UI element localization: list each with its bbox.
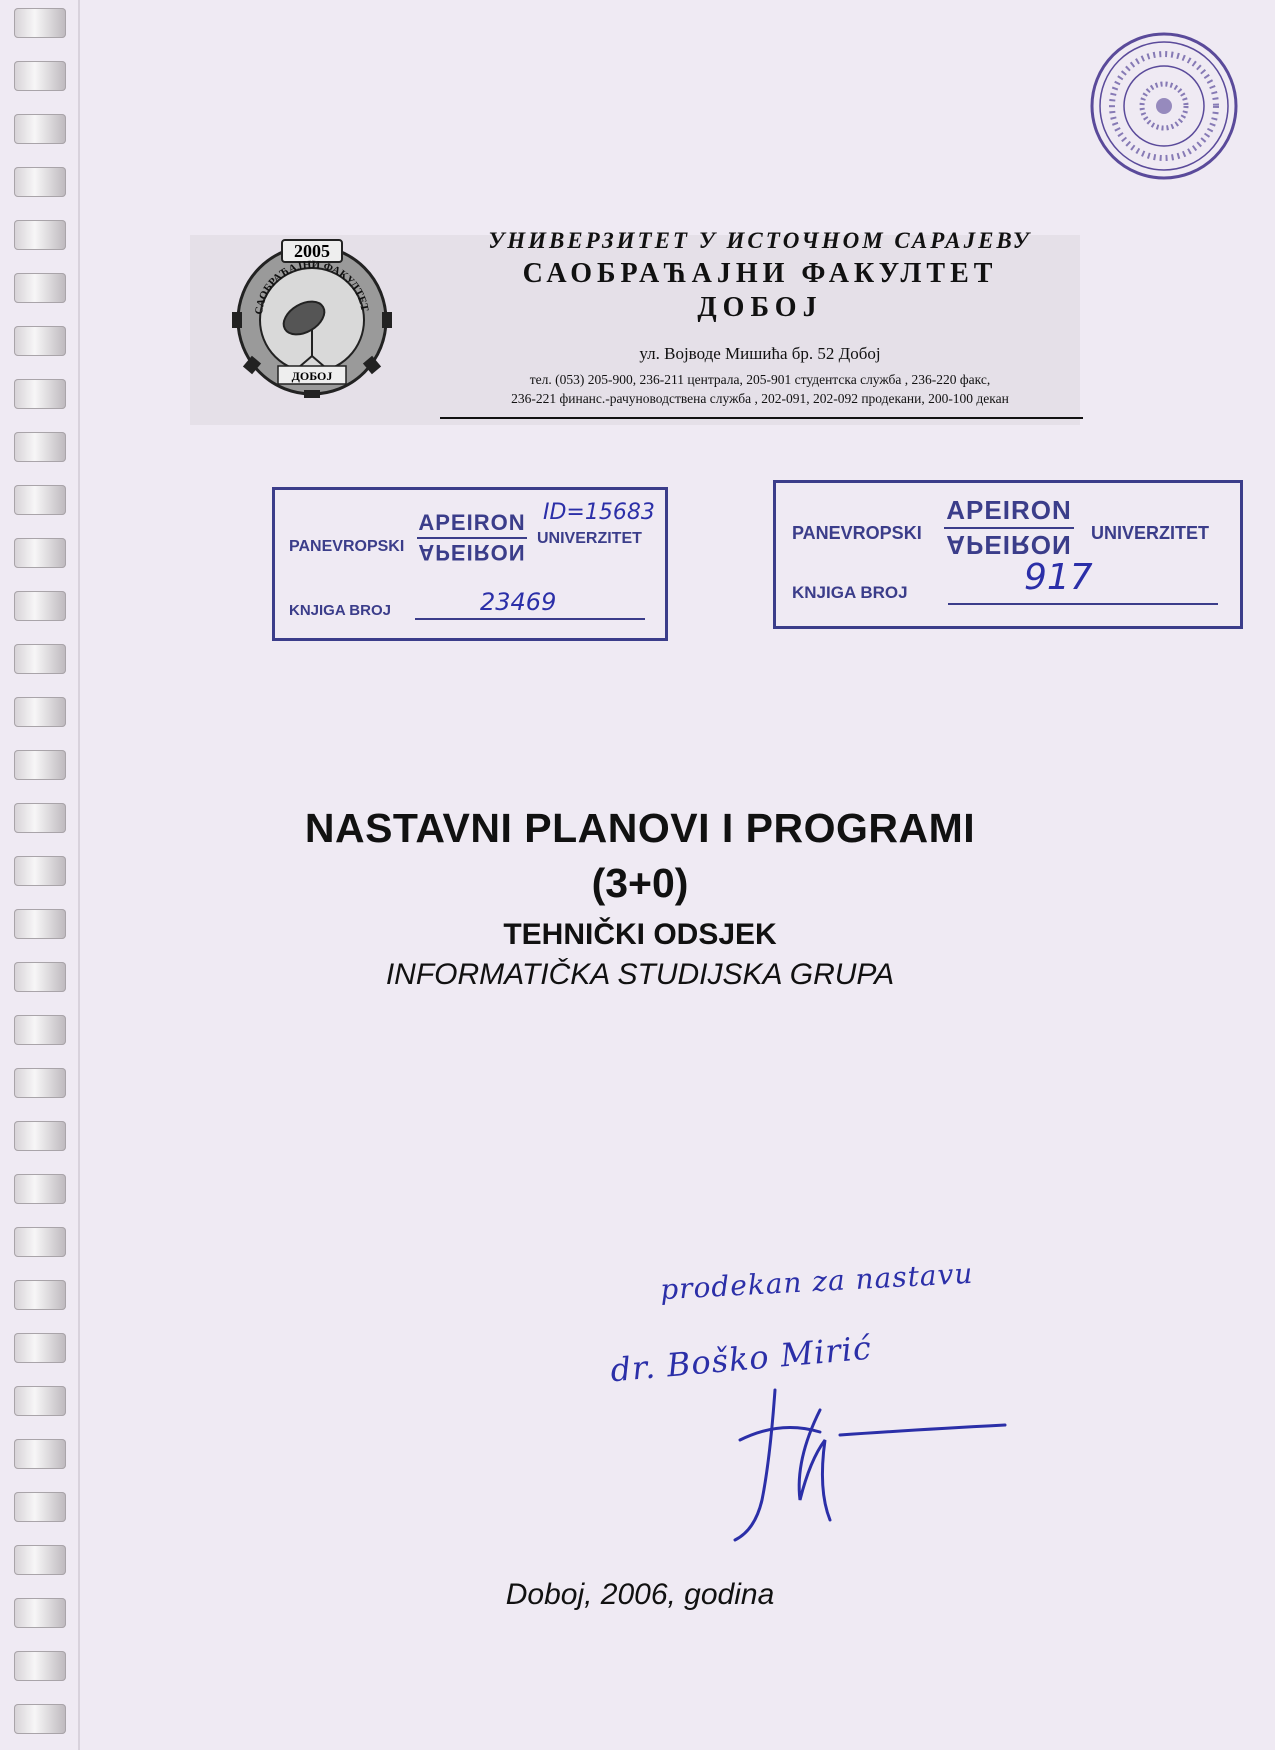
logo-city: ДОБОЈ: [291, 369, 333, 383]
binding-ring: [14, 803, 66, 833]
library-stamp-2: [773, 480, 1243, 629]
department-name: TEHNIČKI ODSJEK: [503, 918, 777, 951]
binding-ring: [14, 485, 66, 515]
binding-ring: [14, 644, 66, 674]
binding-ring: [14, 909, 66, 939]
phone-line-1: тел. (053) 205-900, 236-211 централа, 205-901 студентска служба , 236-220 факс,: [529, 372, 991, 387]
faculty-logo: [232, 238, 392, 398]
stamp-1-book-line: [415, 618, 645, 620]
binding-ring: [14, 8, 66, 38]
binding-ring: [14, 1333, 66, 1363]
binding-ring: [14, 1598, 66, 1628]
binding-ring: [14, 1439, 66, 1469]
letterhead: [440, 228, 1080, 408]
faculty-address: ул. Војводе Мишића бр. 52 Добој: [639, 344, 881, 363]
binding-ring: [14, 432, 66, 462]
binding-ring: [14, 1492, 66, 1522]
place-and-date: Doboj, 2006, godina: [505, 1578, 775, 1611]
university-name: УНИВЕРЗИТЕТ У ИСТОЧНОМ САРАЈЕВУ: [488, 228, 1032, 253]
study-group-name: INFORMATIČKA STUDIJSKA GRUPA: [385, 958, 895, 991]
stamp-2-book-number: 917: [1024, 557, 1093, 598]
binding-ring: [14, 856, 66, 886]
binding-ring: [14, 697, 66, 727]
stamp-1-left-word: PANEVROPSKI: [289, 538, 405, 555]
binding-ring: [14, 1704, 66, 1734]
binding-ring: [14, 326, 66, 356]
binding-ring: [14, 962, 66, 992]
binding-ring: [14, 1651, 66, 1681]
letterhead-rule: [440, 417, 1083, 419]
apeiron-logo-1: [417, 510, 527, 565]
apeiron-mirror-1: APEIRON: [418, 540, 526, 565]
binding-ring: [14, 538, 66, 568]
binding-ring: [14, 167, 66, 197]
apeiron-word-1: APEIRON: [417, 510, 527, 539]
binding-ring: [14, 591, 66, 621]
binding-ring: [14, 1121, 66, 1151]
binding-ring: [14, 379, 66, 409]
document-title: NASTAVNI PLANOVI I PROGRAMI: [304, 805, 976, 851]
binding-ring: [14, 61, 66, 91]
faculty-city: ДОБОЈ: [697, 292, 823, 323]
library-stamp-1: [272, 487, 668, 641]
logo-year: 2005: [294, 241, 330, 261]
stamp-1-handwritten-id: ID=15683: [543, 500, 655, 525]
spiral-binding: [0, 0, 80, 1750]
stamp-1-book-number: 23469: [480, 588, 557, 616]
apeiron-mirror-2: APEIRON: [946, 530, 1072, 560]
faculty-name: САОБРАЋАЈНИ ФАКУЛТЕТ: [522, 258, 998, 289]
binding-ring: [14, 1174, 66, 1204]
binding-ring: [14, 1545, 66, 1575]
document-subtitle: (3+0): [591, 860, 689, 906]
stamp-1-book-label: KNJIGA BROJ: [289, 602, 391, 619]
apeiron-word-2: APEIRON: [944, 495, 1074, 529]
binding-ring: [14, 114, 66, 144]
binding-ring: [14, 220, 66, 250]
stamp-2-book-label: KNJIGA BROJ: [792, 583, 908, 602]
page-edge: [78, 0, 80, 1750]
binding-ring: [14, 1227, 66, 1257]
handwritten-signature: [700, 1380, 1020, 1580]
stamp-1-right-word: UNIVERZITET: [537, 530, 642, 547]
binding-ring: [14, 1068, 66, 1098]
stamp-2-book-line: [948, 603, 1218, 605]
handwritten-note: prodekan za nastavu: [659, 1256, 975, 1307]
phone-line-2: 236-221 финанс.-рачуноводствена служба , 202-091, 202-092 продекани, 200-100 декан: [511, 391, 1009, 406]
logo-ring-text: САОБРАЋАЈНИ ФАКУЛТЕТ: [253, 258, 371, 316]
binding-ring: [14, 1280, 66, 1310]
official-round-seal: [1088, 30, 1240, 182]
stamp-2-right-word: UNIVERZITET: [1091, 523, 1210, 543]
stamp-2-left-word: PANEVROPSKI: [792, 523, 922, 543]
handwritten-name: dr. Boško Mirić: [608, 1328, 874, 1390]
binding-ring: [14, 1386, 66, 1416]
apeiron-logo-2: [944, 495, 1074, 560]
binding-ring: [14, 1015, 66, 1045]
binding-ring: [14, 750, 66, 780]
binding-ring: [14, 273, 66, 303]
